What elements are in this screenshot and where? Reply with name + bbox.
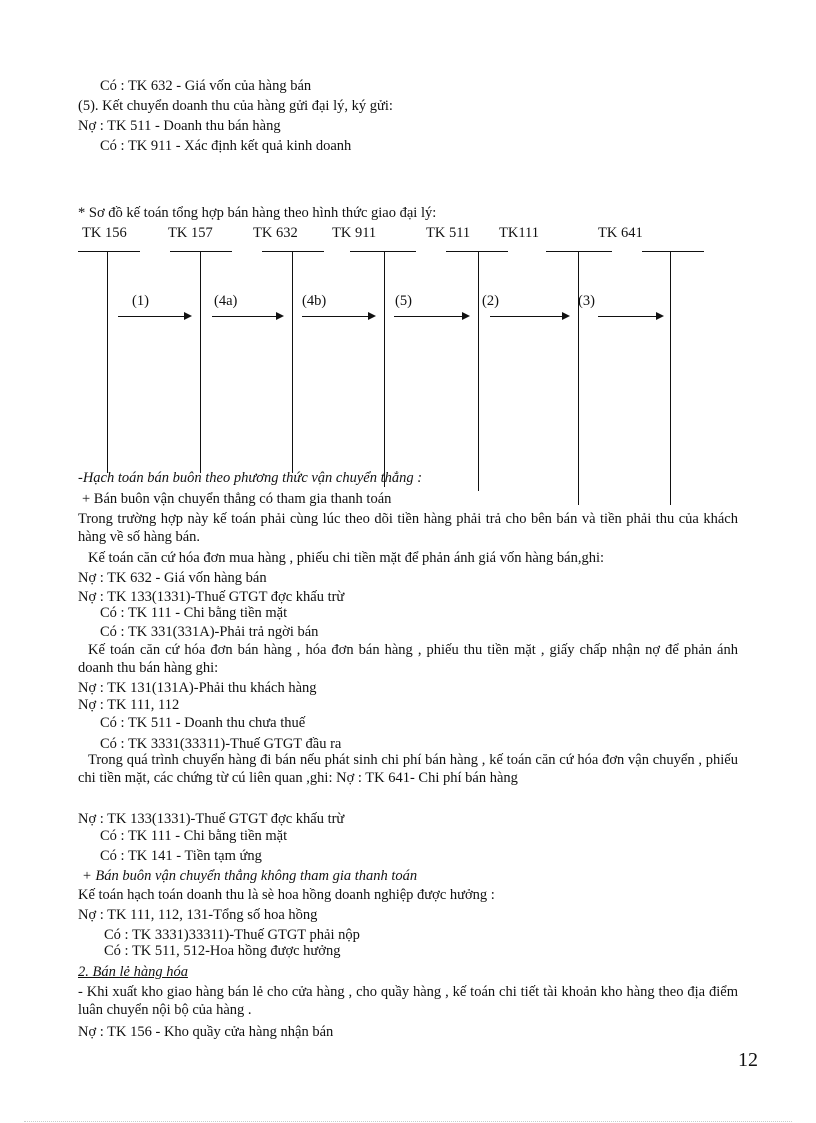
- paragraph: Kế toán hạch toán doanh thu là sè hoa hồng doanh nghiệp được hưởng :: [78, 887, 495, 903]
- t-account-bar: [78, 251, 140, 252]
- subheading: + Bán buôn vận chuyển thẳng không tham gia thanh toán: [82, 868, 418, 884]
- paragraph: Trong quá trình chuyển hàng đi bán nếu phát sinh chi phí bán hàng , kế toán căn cứ hóa đơn vận chuyển , phiếu chi tiền mặt, các chứng từ cú liên quan ,ghi: Nợ : TK 641- Chi phí bán hàng: [78, 752, 738, 786]
- t-account-stem: [200, 251, 201, 473]
- t-account-stem: [478, 251, 479, 491]
- t-account-bar: [170, 251, 232, 252]
- entry-line: Nợ : TK 133(1331)-Thuế GTGT đợc khấu trừ: [78, 811, 345, 827]
- entry-line: Có : TK 111 - Chi bằng tiền mặt: [100, 605, 288, 621]
- entry-line: Có : TK 511 - Doanh thu chưa thuế: [100, 715, 306, 731]
- t-account-bar: [262, 251, 324, 252]
- paragraph: - Khi xuất kho giao hàng bán lẻ cho cửa hàng , cho quầy hàng , kế toán chi tiết tài khoản kho hàng theo địa điểm luân chuyển nội bộ của hàng .: [78, 984, 738, 1018]
- flow-arrow: [302, 316, 374, 317]
- diagram-title: * Sơ đồ kế toán tổng hợp bán hàng theo hình thức giao đại lý:: [78, 205, 437, 221]
- t-account-stem: [670, 251, 671, 505]
- t-account-stem: [578, 251, 579, 505]
- account-label: TK 632: [253, 225, 298, 241]
- entry-line: Có : TK 141 - Tiền tạm ứng: [100, 848, 262, 864]
- account-label: TK 157: [168, 225, 213, 241]
- paragraph: Trong trường hợp này kế toán phải cùng lúc theo dõi tiền hàng phải trả cho bên bán và tiền phải thu của khách hàng về số hàng bán.: [78, 511, 738, 545]
- entry-line: Nợ : TK 632 - Giá vốn hàng bán: [78, 570, 267, 586]
- step-label: (3): [578, 293, 595, 309]
- page-number: 12: [738, 1049, 758, 1071]
- subheading: + Bán buôn vận chuyển thẳng có tham gia thanh toán: [82, 491, 392, 507]
- entry-line: Có : TK 111 - Chi bằng tiền mặt: [100, 828, 288, 844]
- t-account-stem: [384, 251, 385, 487]
- step-label: (2): [482, 293, 499, 309]
- account-label: TK 511: [426, 225, 471, 241]
- entry-line: Có : TK 511, 512-Hoa hồng được hưởng: [104, 943, 341, 959]
- step-label: (5): [395, 293, 412, 309]
- account-label: TK 641: [598, 225, 643, 241]
- paragraph: Kế toán căn cứ hóa đơn bán hàng , hóa đơn bán hàng , phiếu thu tiền mặt , giấy chấp nhận nợ để phản ánh doanh thu bán hàng ghi:: [78, 642, 738, 676]
- flow-arrow: [598, 316, 662, 317]
- account-label: TK 911: [332, 225, 377, 241]
- entry-line: Có : TK 3331(33311)-Thuế GTGT đầu ra: [100, 736, 342, 752]
- page-bottom-rule: [24, 1121, 792, 1122]
- step-label: (4b): [302, 293, 327, 309]
- t-account-bar: [350, 251, 416, 252]
- account-label: TK111: [499, 225, 540, 241]
- t-account-stem: [292, 251, 293, 473]
- paragraph: Kế toán căn cứ hóa đơn mua hàng , phiếu chi tiền mặt để phản ánh giá vốn hàng bán,ghi:: [88, 550, 605, 566]
- entry-line: Có : TK 3331)33311)-Thuế GTGT phải nộp: [104, 927, 360, 943]
- entry-line: Nợ : TK 111, 112, 131-Tổng số hoa hồng: [78, 907, 318, 923]
- section-heading: -Hạch toán bán buôn theo phương thức vận chuyển thẳng :: [78, 470, 423, 486]
- t-account-bar: [446, 251, 508, 252]
- account-label: TK 156: [82, 225, 127, 241]
- entry-line: Có : TK 632 - Giá vốn của hàng bán: [100, 78, 312, 94]
- t-account-bar: [642, 251, 704, 252]
- flow-arrow: [118, 316, 190, 317]
- entry-line: Nợ : TK 156 - Kho quầy cửa hàng nhận bán: [78, 1024, 334, 1040]
- entry-line: Có : TK 331(331A)-Phải trả ngời bán: [100, 624, 319, 640]
- entry-line: Nợ : TK 511 - Doanh thu bán hàng: [78, 118, 281, 134]
- t-account-bar: [546, 251, 612, 252]
- entry-line: Nợ : TK 131(131A)-Phải thu khách hàng: [78, 680, 317, 696]
- entry-line: Có : TK 911 - Xác định kết quả kinh doanh: [100, 138, 352, 154]
- section-heading: 2. Bán lẻ hàng hóa: [78, 964, 188, 980]
- flow-arrow: [490, 316, 568, 317]
- flow-arrow: [212, 316, 282, 317]
- step-label: (4a): [214, 293, 238, 309]
- flow-arrow: [394, 316, 468, 317]
- entry-line: Nợ : TK 111, 112: [78, 697, 180, 713]
- step-label: (1): [132, 293, 149, 309]
- entry-line: (5). Kết chuyển doanh thu của hàng gửi đại lý, ký gửi:: [78, 98, 393, 114]
- t-account-stem: [107, 251, 108, 473]
- entry-line: Nợ : TK 133(1331)-Thuế GTGT đợc khấu trừ: [78, 589, 345, 605]
